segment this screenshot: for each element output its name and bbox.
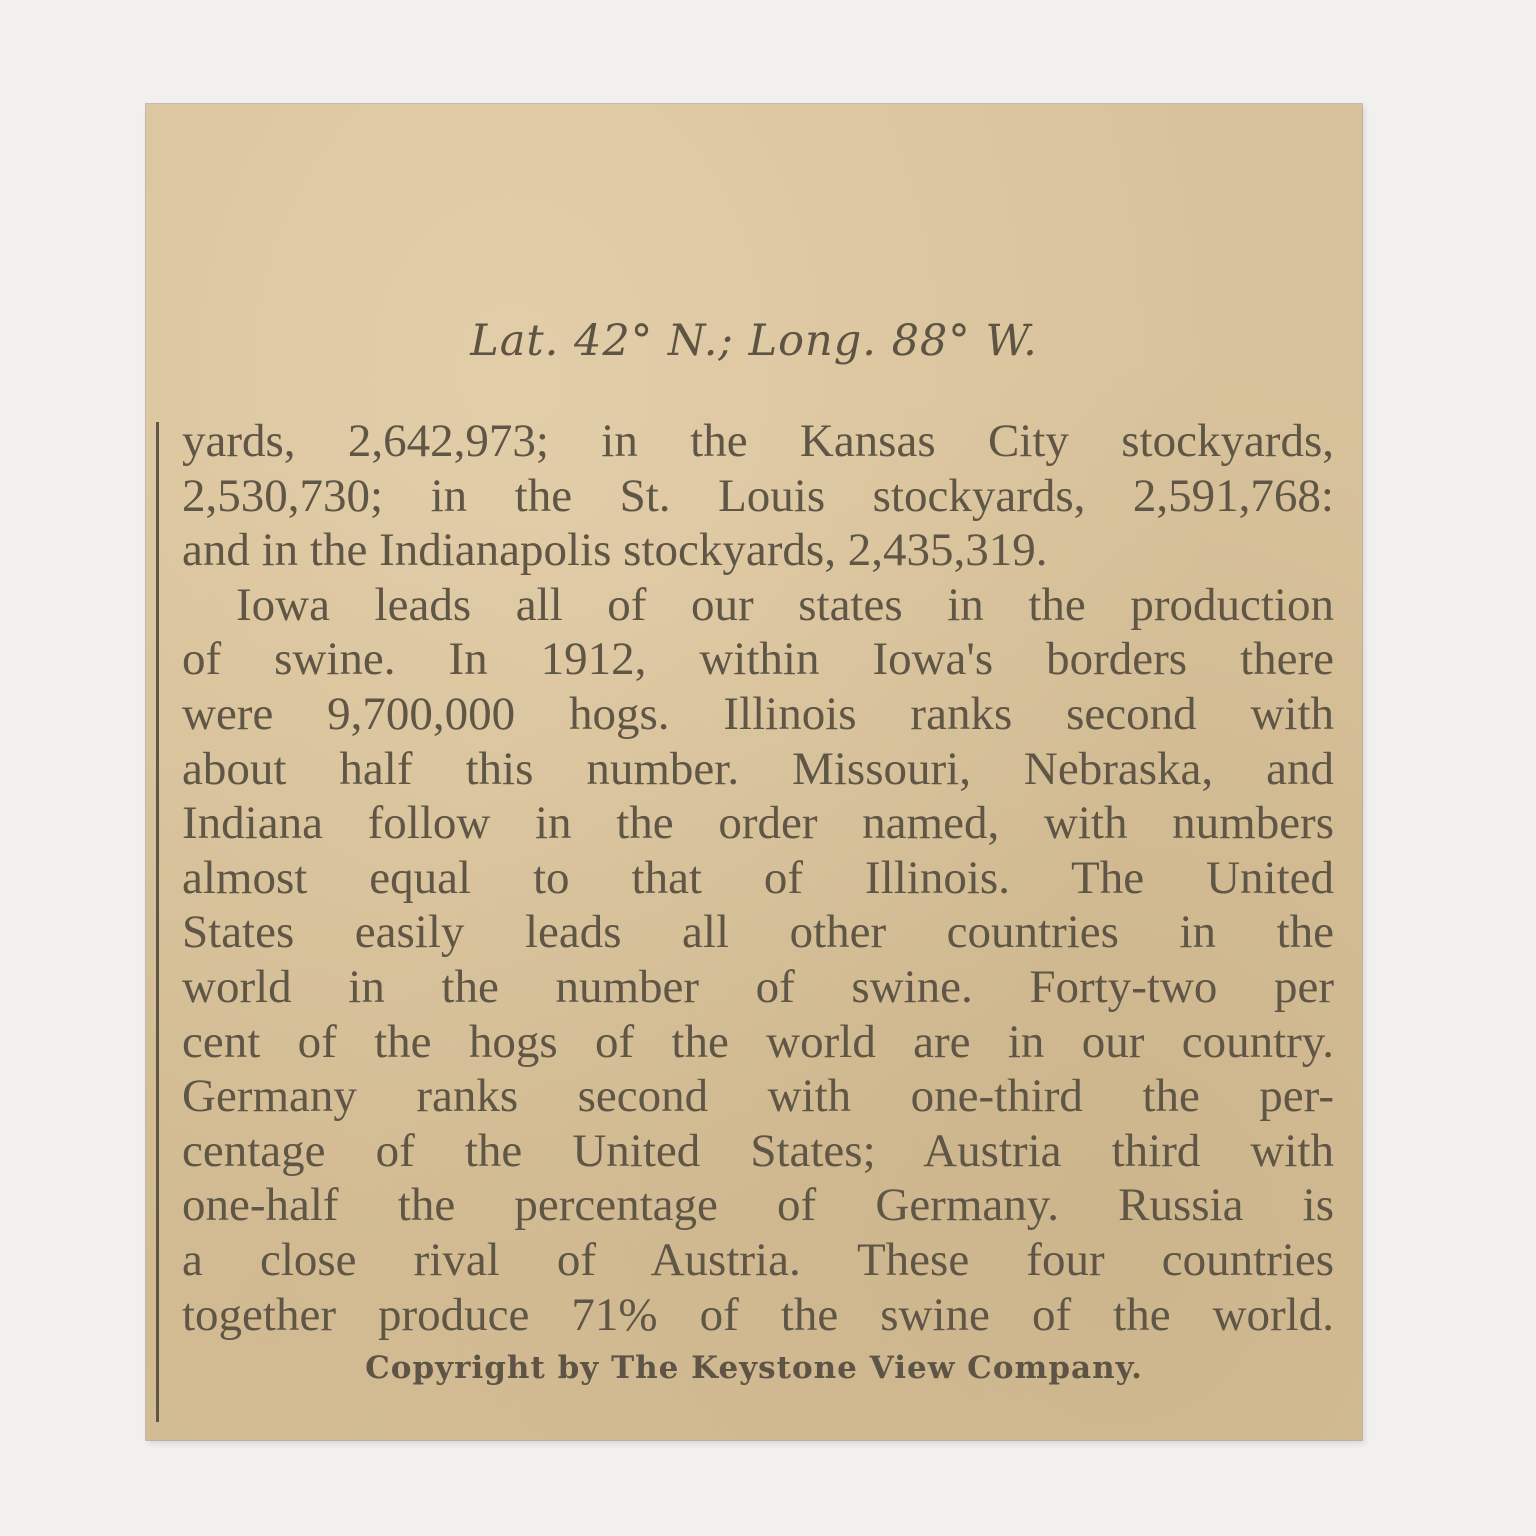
coordinates-heading: Lat. 42° N.; Long. 88° W. — [470, 316, 1038, 366]
text-line: world in the number of swine. Forty-two per — [182, 960, 1334, 1013]
text-line: almost equal to that of Illinois. The United — [182, 851, 1334, 904]
copyright-notice: Copyright by The Keystone View Company. — [365, 1350, 1143, 1386]
text-line: and in the Indianapolis stockyards, 2,435,319. — [182, 524, 1048, 577]
text-line: a close rival of Austria. These four countries — [182, 1233, 1334, 1286]
text-line: about half this number. Missouri, Nebraska, and — [182, 742, 1334, 795]
text-line: one-half the percentage of Germany. Russia is — [182, 1179, 1334, 1232]
stereoview-card-back — [146, 104, 1362, 1440]
margin-rule — [156, 422, 159, 1422]
text-line: Indiana follow in the order named, with numbers — [182, 797, 1334, 850]
text-line: yards, 2,642,973; in the Kansas City stockyards, — [182, 415, 1334, 467]
text-line: were 9,700,000 hogs. Illinois ranks second with — [182, 687, 1334, 740]
text-line: cent of the hogs of the world are in our country. — [182, 1015, 1334, 1068]
text-line: centage of the United States; Austria third with — [182, 1124, 1334, 1177]
text-line: 2,530,730; in the St. Louis stockyards, 2,591,768: — [182, 469, 1334, 522]
text-line: States easily leads all other countries in the — [182, 906, 1334, 959]
description-text — [182, 414, 1334, 1342]
text-line: Germany ranks second with one-third the per- — [182, 1070, 1334, 1123]
text-line: Iowa leads all of our states in the production — [236, 578, 1334, 631]
text-line: of swine. In 1912, within Iowa's borders there — [182, 633, 1334, 686]
text-line: together produce 71% of the swine of the world. — [182, 1288, 1334, 1341]
